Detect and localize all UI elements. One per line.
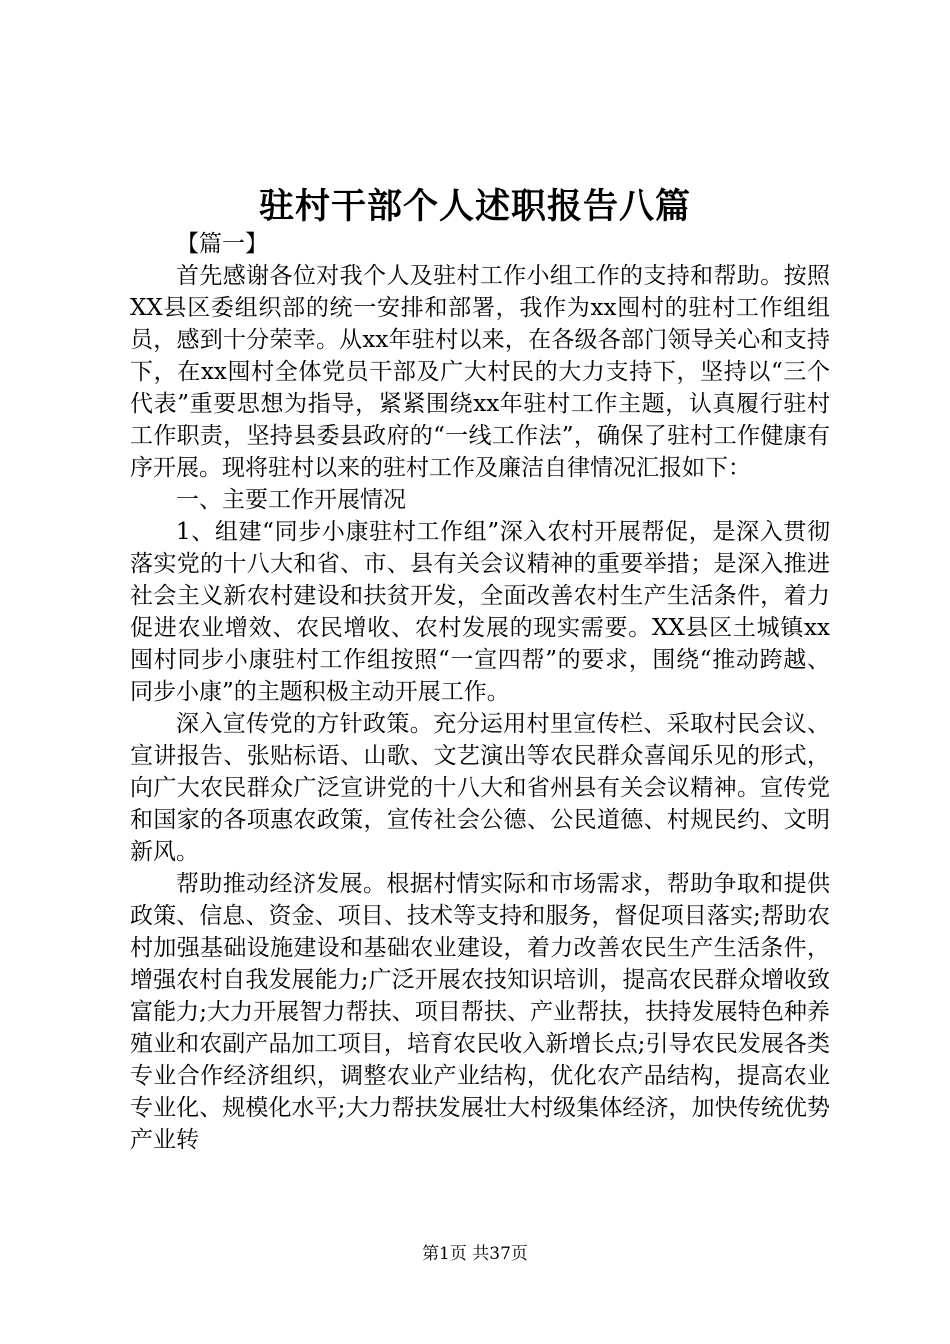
paragraph-item-1: 1、组建“同步小康驻村工作组”深入农村开展帮促，是深入贯彻落实党的十八大和省、市、县有关会议精神的重要举措；是深入推进社会主义新农村建设和扶贫开发，全面改善农村生产生活条件，着力促进农业增效、农民增收、农村发展的现实需要。XX县区土城镇xx囤村同步小康驻村工作组按照“一宣四帮”的要求，围绕“推动跨越、同步小康”的主题积极主动开展工作。 — [130, 519, 830, 705]
page-footer: 第1页 共37页 — [422, 1244, 528, 1264]
paragraph-intro: 首先感谢各位对我个人及驻村工作小组工作的支持和帮助。按照XX县区委组织部的统一安排和部署，我作为xx囤村的驻村工作组组员，感到十分荣幸。从xx年驻村以来，在各级各部门领导关心和支持下，在xx囤村全体党员干部及广大村民的大力支持下，坚持以“三个代表”重要思想为指导，紧紧围绕xx年驻村工作主题，认真履行驻村工作职责，坚持县委县政府的“一线工作法”，确保了驻村工作健康有序开展。现将驻村以来的驻村工作及廉洁自律情况汇报如下： — [130, 263, 830, 481]
document-body — [130, 228, 830, 1156]
section-heading: 一、主要工作开展情况 — [176, 487, 406, 513]
paragraph-propaganda: 深入宣传党的方针政策。充分运用村里宣传栏、采取村民会议、宣讲报告、张贴标语、山歌、文艺演出等农民群众喜闻乐见的形式，向广大农民群众广泛宣讲党的十八大和省州县有关会议精神。宣传党和国家的各项惠农政策，宣传社会公德、公民道德、村规民约、文明新风。 — [130, 711, 830, 865]
document-title: 驻村干部个人述职报告八篇 — [258, 187, 691, 227]
section-label: 【篇一】 — [176, 231, 268, 257]
paragraph-economy: 帮助推动经济发展。根据村情实际和市场需求，帮助争取和提供政策、信息、资金、项目、技术等支持和服务，督促项目落实;帮助农村加强基础设施建设和基础农业建设，着力改善农民生产生活条件，增强农村自我发展能力;广泛开展农技知识培训，提高农民群众增收致富能力;大力开展智力帮扶、项目帮扶、产业帮扶，扶持发展特色种养殖业和农副产品加工项目，培育农民收入新增长点;引导农民发展各类专业合作经济组织，调整农业产业结构，优化农产品结构，提高农业专业化、规模化水平;大力帮扶发展壮大村级集体经济，加快传统优势产业转 — [130, 871, 830, 1153]
